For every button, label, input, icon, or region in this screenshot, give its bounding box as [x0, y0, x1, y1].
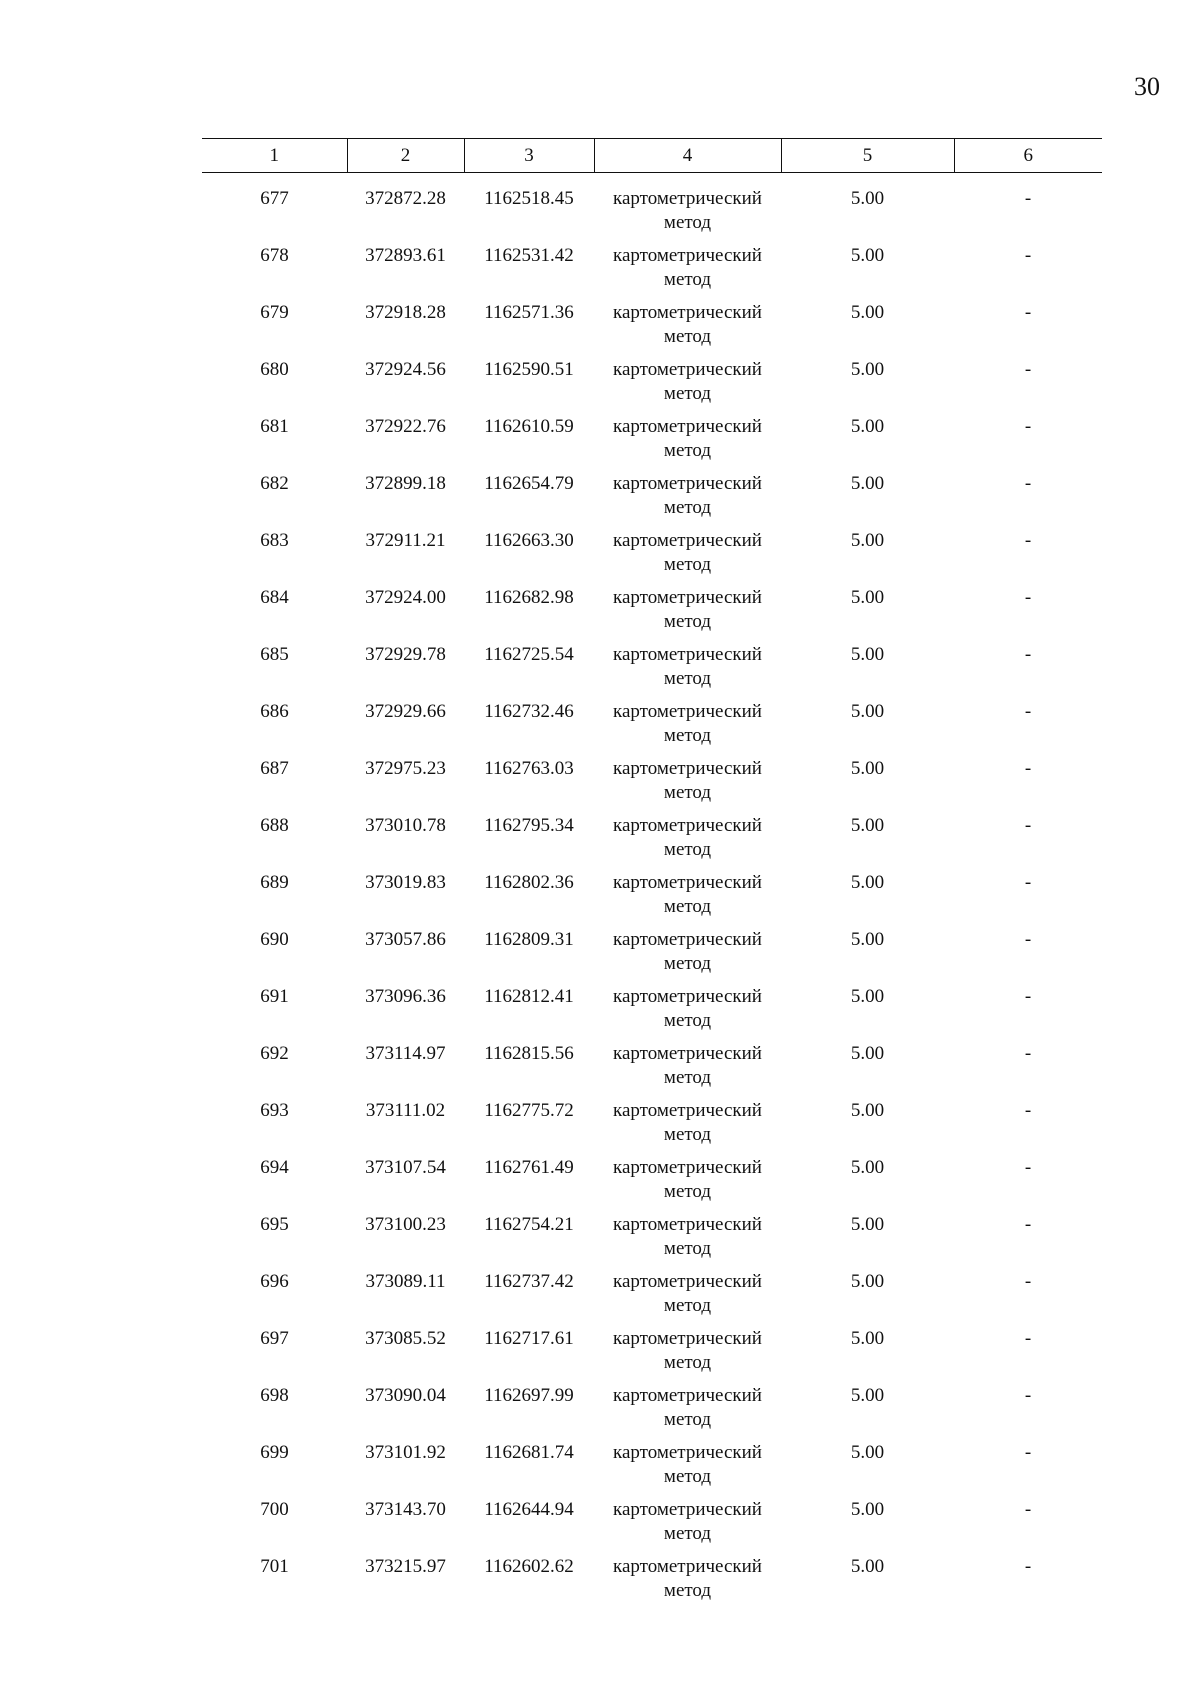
table-row [202, 928, 1102, 985]
method-line-2: метод [663, 383, 712, 404]
method-line-2: метод [663, 725, 712, 746]
method-cell [594, 472, 781, 529]
point-number-cell: 696 [260, 1271, 289, 1292]
method-cell [594, 1441, 781, 1498]
x-coordinate-cell: 373096.36 [365, 986, 446, 1007]
method-cell [594, 1498, 781, 1555]
method-line-1: картометрический [613, 1271, 762, 1292]
point-number-cell: 679 [260, 302, 289, 323]
y-coordinate-cell: 1162754.21 [484, 1214, 574, 1235]
accuracy-cell: 5.00 [850, 872, 885, 893]
method-line-1: картометрический [613, 758, 762, 779]
table-row [202, 1270, 1102, 1327]
accuracy-cell: 5.00 [850, 302, 885, 323]
note-cell: - [1024, 644, 1032, 665]
y-coordinate-cell: 1162812.41 [484, 986, 574, 1007]
table-row [202, 1384, 1102, 1441]
method-line-2: метод [663, 1295, 712, 1316]
method-line-1: картометрический [613, 644, 762, 665]
point-number-cell: 677 [260, 188, 289, 209]
accuracy-cell: 5.00 [850, 986, 885, 1007]
method-line-1: картометрический [613, 587, 762, 608]
table-body [202, 173, 1102, 1613]
x-coordinate-cell: 373114.97 [365, 1043, 446, 1064]
y-coordinate-cell: 1162654.79 [484, 473, 574, 494]
note-cell: - [1024, 1214, 1032, 1235]
method-line-2: метод [663, 1181, 712, 1202]
y-coordinate-cell: 1162697.99 [484, 1385, 574, 1406]
method-line-2: метод [663, 1466, 712, 1487]
point-number-cell: 685 [260, 644, 289, 665]
method-line-1: картометрический [613, 872, 762, 893]
method-line-1: картометрический [613, 1328, 762, 1349]
accuracy-cell: 5.00 [850, 1271, 885, 1292]
method-line-2: метод [663, 1124, 712, 1145]
table-row [202, 173, 1102, 245]
point-number-cell: 698 [260, 1385, 289, 1406]
table-row [202, 1555, 1102, 1612]
x-coordinate-cell: 373019.83 [365, 872, 446, 893]
x-coordinate-cell: 373057.86 [365, 929, 446, 950]
x-coordinate-cell: 372924.00 [365, 587, 446, 608]
note-cell: - [1024, 245, 1032, 266]
table-row [202, 529, 1102, 586]
method-line-2: метод [663, 1523, 712, 1544]
point-number-cell: 682 [260, 473, 289, 494]
method-line-1: картометрический [613, 815, 762, 836]
method-cell [594, 586, 781, 643]
table-row [202, 985, 1102, 1042]
y-coordinate-cell: 1162644.94 [484, 1499, 574, 1520]
method-line-1: картометрический [613, 1157, 762, 1178]
header-col-4: 4 [594, 139, 781, 173]
method-line-1: картометрический [613, 302, 762, 323]
table-row [202, 1213, 1102, 1270]
method-cell [594, 1384, 781, 1441]
accuracy-cell: 5.00 [850, 1214, 885, 1235]
y-coordinate-cell: 1162795.34 [484, 815, 574, 836]
method-line-2: метод [663, 953, 712, 974]
point-number-cell: 695 [260, 1214, 289, 1235]
coordinates-table [202, 138, 1102, 1612]
method-cell [594, 1156, 781, 1213]
accuracy-cell: 5.00 [850, 1100, 885, 1121]
y-coordinate-cell: 1162663.30 [484, 530, 574, 551]
method-line-2: метод [663, 326, 712, 347]
method-line-2: метод [663, 1238, 712, 1259]
x-coordinate-cell: 373090.04 [365, 1385, 446, 1406]
x-coordinate-cell: 373100.23 [365, 1214, 446, 1235]
table-row [202, 871, 1102, 928]
note-cell: - [1024, 1157, 1032, 1178]
table-row [202, 1441, 1102, 1498]
point-number-cell: 686 [260, 701, 289, 722]
method-cell [594, 358, 781, 415]
point-number-cell: 692 [260, 1043, 289, 1064]
x-coordinate-cell: 373215.97 [365, 1556, 446, 1577]
header-col-3: 3 [464, 139, 594, 173]
accuracy-cell: 5.00 [850, 530, 885, 551]
table-row [202, 643, 1102, 700]
x-coordinate-cell: 373089.11 [365, 1271, 446, 1292]
method-line-2: метод [663, 839, 712, 860]
note-cell: - [1024, 872, 1032, 893]
header-row [202, 139, 1102, 173]
note-cell: - [1024, 188, 1032, 209]
note-cell: - [1024, 359, 1032, 380]
coordinates-table-wrapper [202, 138, 1102, 1612]
method-cell [594, 529, 781, 586]
y-coordinate-cell: 1162809.31 [484, 929, 574, 950]
point-number-cell: 687 [260, 758, 289, 779]
method-line-2: метод [663, 1580, 712, 1601]
y-coordinate-cell: 1162737.42 [484, 1271, 574, 1292]
accuracy-cell: 5.00 [850, 1157, 885, 1178]
table-row [202, 244, 1102, 301]
method-line-2: метод [663, 1352, 712, 1373]
point-number-cell: 684 [260, 587, 289, 608]
accuracy-cell: 5.00 [850, 758, 885, 779]
header-col-2: 2 [347, 139, 464, 173]
y-coordinate-cell: 1162590.51 [484, 359, 574, 380]
accuracy-cell: 5.00 [850, 815, 885, 836]
y-coordinate-cell: 1162775.72 [484, 1100, 574, 1121]
method-cell [594, 301, 781, 358]
note-cell: - [1024, 1442, 1032, 1463]
accuracy-cell: 5.00 [850, 1499, 885, 1520]
table-row [202, 472, 1102, 529]
accuracy-cell: 5.00 [850, 1328, 885, 1349]
point-number-cell: 689 [260, 872, 289, 893]
x-coordinate-cell: 373107.54 [365, 1157, 446, 1178]
y-coordinate-cell: 1162763.03 [484, 758, 574, 779]
accuracy-cell: 5.00 [850, 587, 885, 608]
y-coordinate-cell: 1162682.98 [484, 587, 574, 608]
method-line-1: картометрический [613, 530, 762, 551]
note-cell: - [1024, 302, 1032, 323]
point-number-cell: 699 [260, 1442, 289, 1463]
header-col-1: 1 [202, 139, 347, 173]
x-coordinate-cell: 372975.23 [365, 758, 446, 779]
method-line-2: метод [663, 1067, 712, 1088]
accuracy-cell: 5.00 [850, 701, 885, 722]
x-coordinate-cell: 372918.28 [365, 302, 446, 323]
y-coordinate-cell: 1162732.46 [484, 701, 574, 722]
method-line-1: картометрический [613, 1499, 762, 1520]
table-row [202, 1498, 1102, 1555]
method-line-2: метод [663, 668, 712, 689]
y-coordinate-cell: 1162602.62 [484, 1556, 574, 1577]
table-row [202, 700, 1102, 757]
y-coordinate-cell: 1162681.74 [484, 1442, 574, 1463]
method-cell [594, 757, 781, 814]
note-cell: - [1024, 1328, 1032, 1349]
table-row [202, 301, 1102, 358]
point-number-cell: 690 [260, 929, 289, 950]
method-cell [594, 1042, 781, 1099]
method-line-1: картометрический [613, 1214, 762, 1235]
point-number-cell: 697 [260, 1328, 289, 1349]
y-coordinate-cell: 1162802.36 [484, 872, 574, 893]
x-coordinate-cell: 373085.52 [365, 1328, 446, 1349]
x-coordinate-cell: 372872.28 [365, 188, 446, 209]
note-cell: - [1024, 530, 1032, 551]
method-line-2: метод [663, 611, 712, 632]
method-cell [594, 244, 781, 301]
method-line-2: метод [663, 782, 712, 803]
header-col-6: 6 [954, 139, 1102, 173]
x-coordinate-cell: 373111.02 [365, 1100, 446, 1121]
method-line-1: картометрический [613, 1556, 762, 1577]
point-number-cell: 678 [260, 245, 289, 266]
note-cell: - [1024, 1499, 1032, 1520]
method-line-2: метод [663, 269, 712, 290]
x-coordinate-cell: 372893.61 [365, 245, 446, 266]
x-coordinate-cell: 372929.66 [365, 701, 446, 722]
x-coordinate-cell: 372924.56 [365, 359, 446, 380]
y-coordinate-cell: 1162761.49 [484, 1157, 574, 1178]
method-line-2: метод [663, 896, 712, 917]
method-line-2: метод [663, 1010, 712, 1031]
y-coordinate-cell: 1162518.45 [484, 188, 574, 209]
point-number-cell: 681 [260, 416, 289, 437]
method-line-2: метод [663, 497, 712, 518]
method-line-1: картометрический [613, 701, 762, 722]
method-cell [594, 1555, 781, 1612]
note-cell: - [1024, 701, 1032, 722]
method-line-1: картометрический [613, 1442, 762, 1463]
y-coordinate-cell: 1162571.36 [484, 302, 574, 323]
method-line-2: метод [663, 212, 712, 233]
method-line-1: картометрический [613, 245, 762, 266]
accuracy-cell: 5.00 [850, 1442, 885, 1463]
table-row [202, 1042, 1102, 1099]
x-coordinate-cell: 372911.21 [365, 530, 446, 551]
note-cell: - [1024, 1556, 1032, 1577]
note-cell: - [1024, 1271, 1032, 1292]
table-header [202, 139, 1102, 173]
note-cell: - [1024, 1385, 1032, 1406]
table-row [202, 586, 1102, 643]
method-cell [594, 643, 781, 700]
method-line-1: картометрический [613, 416, 762, 437]
y-coordinate-cell: 1162717.61 [484, 1328, 574, 1349]
method-cell [594, 928, 781, 985]
method-line-2: метод [663, 440, 712, 461]
table-row [202, 1327, 1102, 1384]
table-row [202, 1156, 1102, 1213]
note-cell: - [1024, 758, 1032, 779]
point-number-cell: 693 [260, 1100, 289, 1121]
accuracy-cell: 5.00 [850, 473, 885, 494]
method-cell [594, 415, 781, 472]
x-coordinate-cell: 372929.78 [365, 644, 446, 665]
note-cell: - [1024, 986, 1032, 1007]
note-cell: - [1024, 1043, 1032, 1064]
table-row [202, 757, 1102, 814]
y-coordinate-cell: 1162815.56 [484, 1043, 574, 1064]
x-coordinate-cell: 373010.78 [365, 815, 446, 836]
table-row [202, 1099, 1102, 1156]
accuracy-cell: 5.00 [850, 245, 885, 266]
accuracy-cell: 5.00 [850, 1556, 885, 1577]
accuracy-cell: 5.00 [850, 188, 885, 209]
accuracy-cell: 5.00 [850, 416, 885, 437]
note-cell: - [1024, 416, 1032, 437]
method-line-2: метод [663, 1409, 712, 1430]
accuracy-cell: 5.00 [850, 929, 885, 950]
method-cell [594, 1099, 781, 1156]
method-cell [594, 173, 781, 245]
note-cell: - [1024, 929, 1032, 950]
accuracy-cell: 5.00 [850, 359, 885, 380]
method-line-1: картометрический [613, 188, 762, 209]
method-line-1: картометрический [613, 929, 762, 950]
note-cell: - [1024, 473, 1032, 494]
point-number-cell: 680 [260, 359, 289, 380]
x-coordinate-cell: 373143.70 [365, 1499, 446, 1520]
note-cell: - [1024, 1100, 1032, 1121]
method-cell [594, 1270, 781, 1327]
method-cell [594, 1327, 781, 1384]
method-line-1: картометрический [613, 986, 762, 1007]
method-line-1: картометрический [613, 1100, 762, 1121]
y-coordinate-cell: 1162725.54 [484, 644, 574, 665]
x-coordinate-cell: 372899.18 [365, 473, 446, 494]
method-line-1: картометрический [613, 1385, 762, 1406]
point-number-cell: 688 [260, 815, 289, 836]
method-line-2: метод [663, 554, 712, 575]
table-row [202, 415, 1102, 472]
x-coordinate-cell: 373101.92 [365, 1442, 446, 1463]
method-line-1: картометрический [613, 1043, 762, 1064]
method-cell [594, 985, 781, 1042]
method-cell [594, 1213, 781, 1270]
y-coordinate-cell: 1162531.42 [484, 245, 574, 266]
x-coordinate-cell: 372922.76 [365, 416, 446, 437]
accuracy-cell: 5.00 [850, 1043, 885, 1064]
note-cell: - [1024, 815, 1032, 836]
table-row [202, 358, 1102, 415]
table-row [202, 814, 1102, 871]
method-cell [594, 700, 781, 757]
method-line-1: картометрический [613, 473, 762, 494]
header-col-5: 5 [781, 139, 954, 173]
point-number-cell: 701 [260, 1556, 289, 1577]
method-cell [594, 871, 781, 928]
point-number-cell: 700 [260, 1499, 289, 1520]
y-coordinate-cell: 1162610.59 [484, 416, 574, 437]
method-cell [594, 814, 781, 871]
accuracy-cell: 5.00 [850, 644, 885, 665]
point-number-cell: 683 [260, 530, 289, 551]
point-number-cell: 691 [260, 986, 289, 1007]
accuracy-cell: 5.00 [850, 1385, 885, 1406]
page-number: 30 [1134, 72, 1160, 101]
method-line-1: картометрический [613, 359, 762, 380]
note-cell: - [1024, 587, 1032, 608]
point-number-cell: 694 [260, 1157, 289, 1178]
